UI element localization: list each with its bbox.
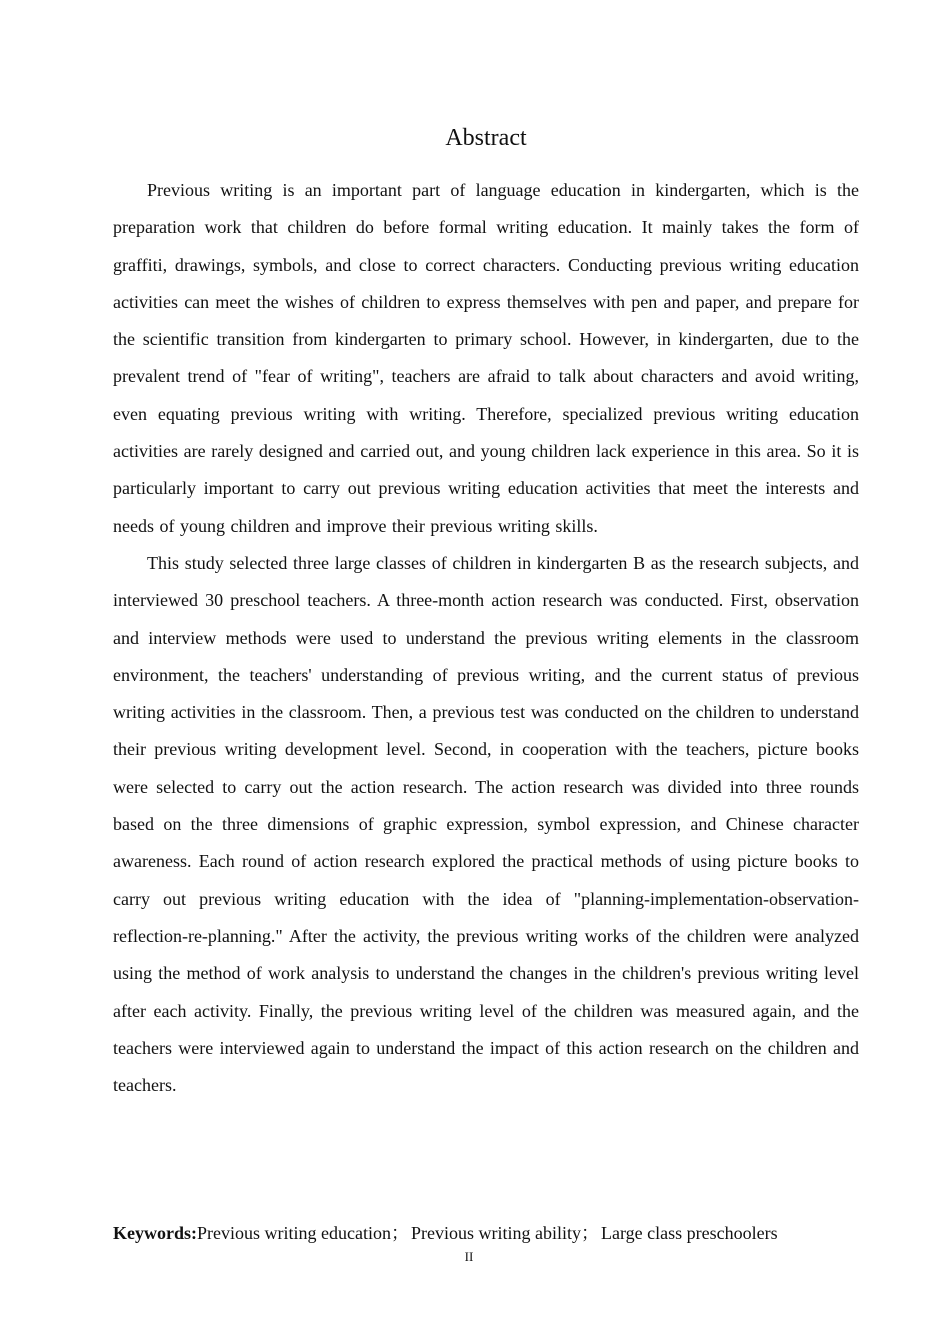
page-number: II bbox=[464, 1249, 474, 1264]
keywords-line bbox=[113, 1218, 873, 1248]
abstract-paragraph-1: Previous writing is an important part of language education in kindergarten, which is the preparation work that children do before formal writing education. It mainly takes the form of graffiti, drawings, symbols, and close to correct characters. Conducting previous writing education activities can meet the wishes of children to express themselves with pen and paper, and prepare for the scientific transition from kindergarten to primary school. However, in kindergarten, due to the prevalent trend of "fear of writing", teachers are afraid to talk about characters and avoid writing, even equating previous writing with writing. Therefore, specialized previous writing education activities are rarely designed and carried out, and young children lack experience in this area. So it is particularly important to carry out previous writing education activities that meet the interests and needs of young children and improve their previous writing skills. bbox=[113, 180, 859, 536]
keyword-item: Previous writing ability； bbox=[410, 1223, 599, 1243]
keyword-item: Large class preschoolers bbox=[600, 1223, 778, 1243]
abstract-body bbox=[113, 172, 859, 1104]
abstract-paragraph-2: This study selected three large classes of children in kindergarten B as the research subjects, and interviewed 30 preschool teachers. A three-month action research was conducted. First, observation and interview methods were used to understand the previous writing elements in the classroom environment, the teachers' understanding of previous writing, and the current status of previous writing activities in the classroom. Then, a previous test was conducted on the children to understand their previous writing development level. Second, in cooperation with the teachers, picture books were selected to carry out the action research. The action research was divided into three rounds based on the three dimensions of graphic expression, symbol expression, and Chinese character awareness. Each round of action research explored the practical methods of using picture books to carry out previous writing education with the idea of "planning-implementation-observation-reflection-re-planning." After the activity, the previous writing works of the children were analyzed using the method of work analysis to understand the changes in the children's previous writing level after each activity. Finally, the previous writing level of the children was measured again, and the teachers were interviewed again to understand the impact of this action research on the children and teachers. bbox=[113, 552, 859, 1096]
keyword-item: Previous writing education； bbox=[197, 1223, 409, 1243]
abstract-title: Abstract bbox=[445, 125, 527, 151]
keywords-label: Keywords: bbox=[113, 1223, 197, 1243]
